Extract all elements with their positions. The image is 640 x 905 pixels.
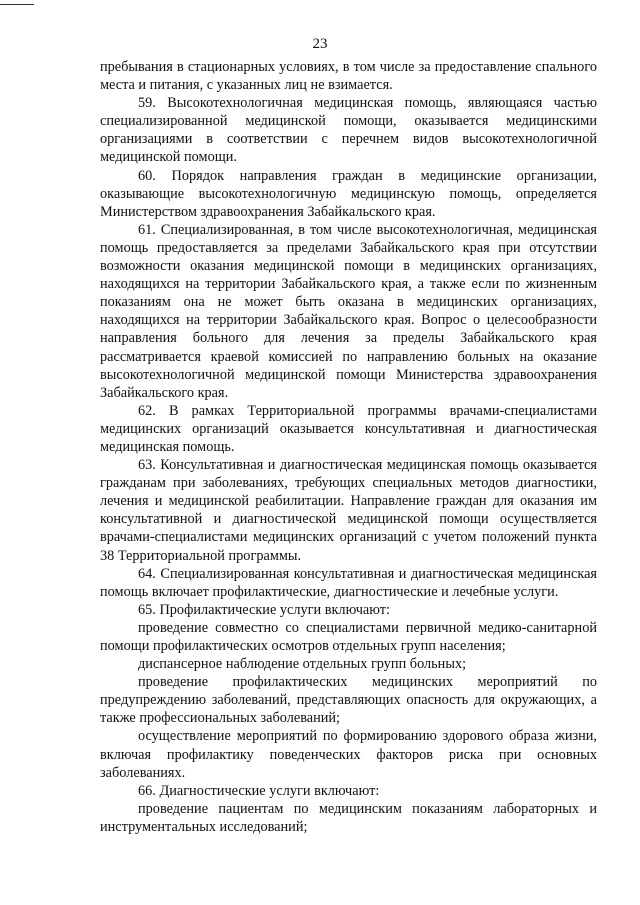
paragraph: проведение пациентам по медицинским показаниям лабораторных и инструментальных исследований; (100, 800, 597, 835)
paragraph: 63. Консультативная и диагностическая медицинская помощь оказывается гражданам при заболеваниях, требующих специальных методов диагностики, лечения и медицинской реабилитации. Направление граждан для оказания им консультативной и диагностической медицинской помощи осуществляется врачами-специалистами медицинских организаций с учетом положений пункта 38 Территориальной программы. (100, 457, 597, 564)
paragraph: осуществление мероприятий по формированию здорового образа жизни, включая профилактику поведенческих факторов риска при основных заболеваниях. (100, 728, 597, 781)
paragraph: 66. Диагностические услуги включают: (138, 782, 380, 799)
paragraph: 60. Порядок направления граждан в медицинские организации, оказывающие высокотехнологичную медицинскую помощь, определяется Министерством здравоохранения Забайкальского края. (100, 167, 597, 220)
paragraph: 64. Специализированная консультативная и диагностическая медицинская помощь включает профилактические, диагностические и лечебные услуги. (100, 565, 597, 600)
paragraph: 61. Специализированная, в том числе высокотехнологичная, медицинская помощь предоставляется за пределами Забайкальского края при отсутствии возможности оказания медицинской помощи в медицинских организациях, находящихся на территории Забайкальского края, а также если по жизненным показаниям она не может быть оказана в медицинских организациях, находящихся на территории Забайкальского края. Вопрос о целесообразности направления больного для лечения за пределы Забайкальского края рассматривается краевой комиссией по направлению больных на оказание высокотехнологичной медицинской помощи Министерства здравоохранения Забайкальского края. (100, 221, 597, 401)
paragraph: 62. В рамках Территориальной программы врачами-специалистами медицинских организаций оказывается консультативная и диагностическая медицинская помощь. (100, 402, 597, 455)
paragraph: проведение профилактических медицинских мероприятий по предупреждению заболеваний, представляющих опасность для окружающих, а также профессиональных заболеваний; (100, 674, 597, 727)
document-body (100, 58, 597, 836)
paragraph: 65. Профилактические услуги включают: (138, 601, 390, 618)
paragraph: 59. Высокотехнологичная медицинская помощь, являющаяся частью специализированной медицинской помощи, оказывается медицинскими организациями в соответствии с перечнем видов высокотехнологичной медицинской помощи. (100, 95, 597, 166)
paragraph: диспансерное наблюдение отдельных групп больных; (138, 656, 467, 673)
corner-scan-mark (0, 4, 34, 5)
page-number: 23 (312, 36, 328, 52)
paragraph: пребывания в стационарных условиях, в том числе за предоставление спального места и питания, с указанных лиц не взимается. (100, 59, 597, 94)
paragraph: проведение совместно со специалистами первичной медико-санитарной помощи профилактических осмотров отдельных групп населения; (100, 619, 597, 654)
